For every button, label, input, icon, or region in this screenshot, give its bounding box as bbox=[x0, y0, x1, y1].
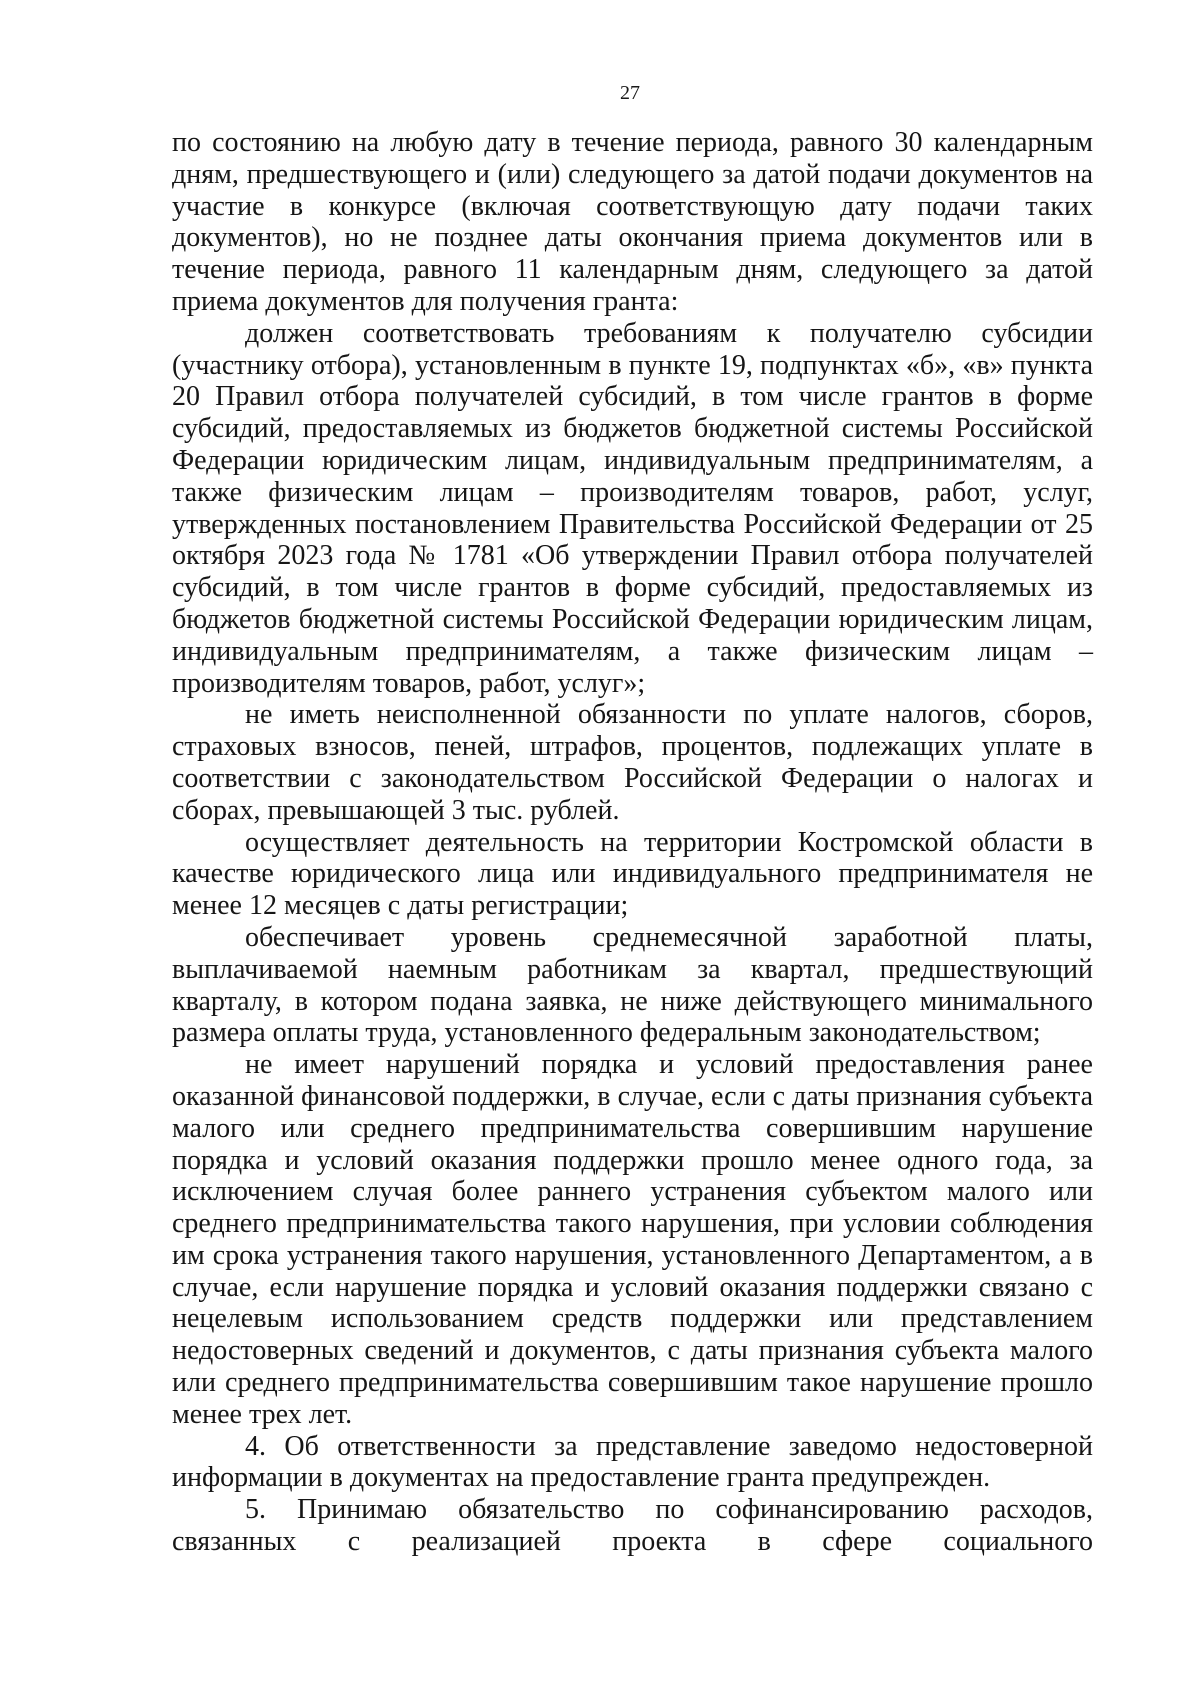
paragraph-no-tax-debt: не иметь неисполненной обязанности по уплате налогов, сборов, страховых взносов, пеней, штрафов, процентов, подлежащих уплате в соответствии с законодательством Российской Федерации о налогах и сборах, превышающей 3 тыс. рублей. bbox=[172, 699, 1093, 826]
paragraph-no-violations: не имеет нарушений порядка и условий предоставления ранее оказанной финансовой поддержки, в случае, если с даты признания субъекта малого или среднего предпринимательства совершившим нарушение порядка и условий оказания поддержки прошло менее одного года, за исключением случая более раннего устранения субъектом малого или среднего предпринимательства такого нарушения, при условии соблюдения им срока устранения такого нарушения, установленного Департаментом, а в случае, если нарушение порядка и условий оказания поддержки связано с нецелевым использованием средств поддержки или представлением недостоверных сведений и документов, с даты признания субъекта малого или среднего предпринимательства совершившим такое нарушение прошло менее трех лет. bbox=[172, 1049, 1093, 1430]
paragraph-continuation: по состоянию на любую дату в течение периода, равного 30 календарным дням, предшествующего и (или) следующего за датой подачи документов на участие в конкурсе (включая соответствующую дату подачи таких документов), но не позднее даты окончания приема документов или в течение периода, равного 11 календарным дням, следующего за датой приема документов для получения гранта: bbox=[172, 127, 1093, 317]
paragraph-item-5-cofinancing: 5. Принимаю обязательство по софинансированию расходов, связанных с реализацией проекта в сфере социального bbox=[172, 1494, 1093, 1558]
page-number: 27 bbox=[620, 82, 640, 104]
paragraph-minimum-wage: обеспечивает уровень среднемесячной заработной платы, выплачиваемой наемным работникам за квартал, предшествующий кварталу, в котором подана заявка, не ниже действующего минимального размера оплаты труда, установленного федеральным законодательством; bbox=[172, 921, 1093, 1049]
paragraph-requirements-compliance: должен соответствовать требованиям к получателю субсидии (участнику отбора), установленным в пункте 19, подпунктах «б», «в» пункта 20 Правил отбора получателей субсидий, в том числе грантов в форме субсидий, предоставляемых из бюджетов бюджетной системы Российской Федерации юридическим лицам, индивидуальным предпринимателям, а также физическим лицам – производителям товаров, работ, услуг, утвержденных постановлением Правительства Российской Федерации от 25 октября 2023 года № 1781 «Об утверждении Правил отбора получателей субсидий, в том числе грантов в форме субсидий, предоставляемых из бюджетов бюджетной системы Российской Федерации юридическим лицам, индивидуальным предпринимателям, а также физическим лицам – производителям товаров, работ, услуг»; bbox=[172, 317, 1093, 699]
document-body bbox=[172, 127, 1093, 1558]
paragraph-item-4-liability: 4. Об ответственности за представление заведомо недостоверной информации в документах на предоставление гранта предупрежден. bbox=[172, 1430, 1093, 1494]
paragraph-activity-in-region: осуществляет деятельность на территории Костромской области в качестве юридического лица или индивидуального предпринимателя не менее 12 месяцев с даты регистрации; bbox=[172, 826, 1093, 922]
